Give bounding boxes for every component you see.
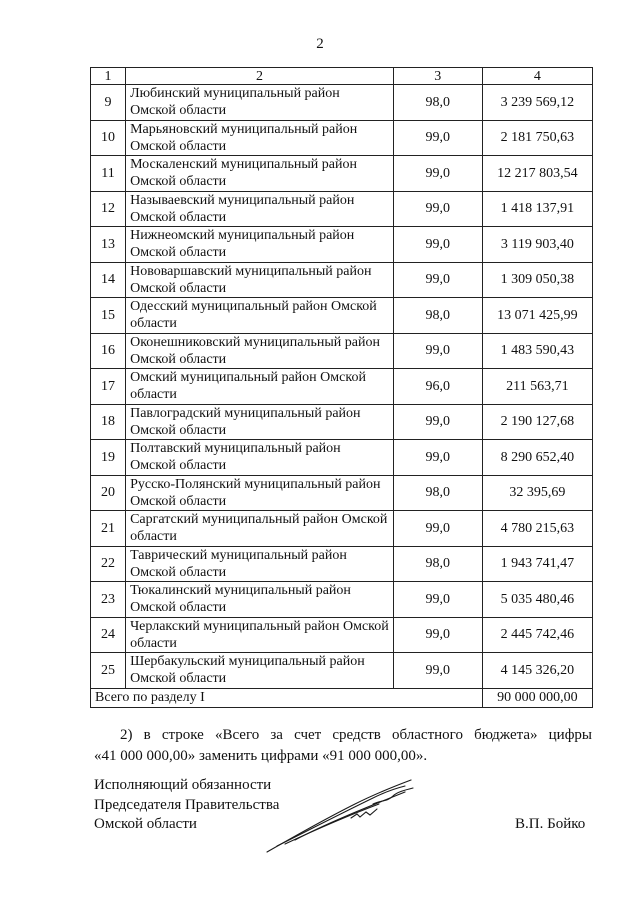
table-row bbox=[91, 191, 593, 227]
district-name-cell: Тюкалинский муниципальный район Омской области bbox=[126, 582, 394, 618]
row-number-cell: 17 bbox=[91, 369, 126, 405]
table-row bbox=[91, 440, 593, 476]
district-name-cell: Нововаршавский муниципальный район Омской области bbox=[126, 262, 394, 298]
percent-cell: 99,0 bbox=[393, 333, 482, 369]
table-row bbox=[91, 582, 593, 618]
row-number-cell: 12 bbox=[91, 191, 126, 227]
table-total-row bbox=[91, 688, 593, 707]
row-number-cell: 15 bbox=[91, 298, 126, 334]
table-row bbox=[91, 653, 593, 689]
row-number-cell: 23 bbox=[91, 582, 126, 618]
district-name-cell: Называевский муниципальный район Омской области bbox=[126, 191, 394, 227]
district-name-cell: Любинский муниципальный район Омской области bbox=[126, 85, 394, 121]
row-number-cell: 14 bbox=[91, 262, 126, 298]
percent-cell: 96,0 bbox=[393, 369, 482, 405]
district-name-cell: Марьяновский муниципальный район Омской области bbox=[126, 120, 394, 156]
amendment-paragraph bbox=[94, 725, 592, 767]
percent-cell: 99,0 bbox=[393, 404, 482, 440]
total-label: Всего по разделу I bbox=[91, 688, 483, 707]
row-number-cell: 22 bbox=[91, 546, 126, 582]
signer-title-line: Омской области bbox=[94, 816, 197, 832]
percent-cell: 99,0 bbox=[393, 511, 482, 547]
table-row bbox=[91, 227, 593, 263]
district-name-cell: Таврический муниципальный район Омской области bbox=[126, 546, 394, 582]
percent-cell: 99,0 bbox=[393, 156, 482, 192]
amount-cell: 1 418 137,91 bbox=[482, 191, 592, 227]
district-name-cell: Одесский муниципальный район Омской области bbox=[126, 298, 394, 334]
amount-cell: 4 780 215,63 bbox=[482, 511, 592, 547]
percent-cell: 99,0 bbox=[393, 617, 482, 653]
table-row bbox=[91, 404, 593, 440]
total-amount: 90 000 000,00 bbox=[482, 688, 592, 707]
percent-cell: 99,0 bbox=[393, 582, 482, 618]
row-number-cell: 25 bbox=[91, 653, 126, 689]
header-col-4: 4 bbox=[482, 68, 592, 85]
row-number-cell: 9 bbox=[91, 85, 126, 121]
district-name-cell: Омский муниципальный район Омской области bbox=[126, 369, 394, 405]
amount-cell: 2 190 127,68 bbox=[482, 404, 592, 440]
amount-cell: 13 071 425,99 bbox=[482, 298, 592, 334]
header-col-1: 1 bbox=[91, 68, 126, 85]
district-name-cell: Полтавский муниципальный район Омской области bbox=[126, 440, 394, 476]
percent-cell: 98,0 bbox=[393, 546, 482, 582]
table-row bbox=[91, 546, 593, 582]
budget-table-body bbox=[91, 68, 593, 708]
amount-cell: 12 217 803,54 bbox=[482, 156, 592, 192]
amendment-line-2: «41 000 000,00» заменить цифрами «91 000 000,00». bbox=[94, 748, 428, 764]
district-name-cell: Москаленский муниципальный район Омской области bbox=[126, 156, 394, 192]
row-number-cell: 13 bbox=[91, 227, 126, 263]
table-row bbox=[91, 617, 593, 653]
table-row bbox=[91, 262, 593, 298]
table-header-row bbox=[91, 68, 593, 85]
row-number-cell: 18 bbox=[91, 404, 126, 440]
amount-cell: 211 563,71 bbox=[482, 369, 592, 405]
percent-cell: 98,0 bbox=[393, 475, 482, 511]
percent-cell: 99,0 bbox=[393, 653, 482, 689]
percent-cell: 99,0 bbox=[393, 262, 482, 298]
district-name-cell: Шербакульский муниципальный район Омской области bbox=[126, 653, 394, 689]
handwritten-signature bbox=[255, 774, 425, 864]
budget-table bbox=[90, 67, 593, 708]
amount-cell: 1 309 050,38 bbox=[482, 262, 592, 298]
amount-cell: 8 290 652,40 bbox=[482, 440, 592, 476]
percent-cell: 99,0 bbox=[393, 191, 482, 227]
row-number-cell: 21 bbox=[91, 511, 126, 547]
district-name-cell: Оконешниковский муниципальный район Омской области bbox=[126, 333, 394, 369]
table-row bbox=[91, 156, 593, 192]
district-name-cell: Нижнеомский муниципальный район Омской области bbox=[126, 227, 394, 263]
row-number-cell: 11 bbox=[91, 156, 126, 192]
percent-cell: 99,0 bbox=[393, 227, 482, 263]
district-name-cell: Саргатский муниципальный район Омской области bbox=[126, 511, 394, 547]
row-number-cell: 16 bbox=[91, 333, 126, 369]
amount-cell: 2 181 750,63 bbox=[482, 120, 592, 156]
table-row bbox=[91, 333, 593, 369]
table-row bbox=[91, 475, 593, 511]
signer-title bbox=[94, 776, 279, 835]
amount-cell: 4 145 326,20 bbox=[482, 653, 592, 689]
table-row bbox=[91, 298, 593, 334]
page-number: 2 bbox=[316, 36, 324, 52]
header-col-3: 3 bbox=[393, 68, 482, 85]
table-row bbox=[91, 369, 593, 405]
signer-title-line: Председателя Правительства bbox=[94, 796, 280, 813]
percent-cell: 99,0 bbox=[393, 120, 482, 156]
header-col-2: 2 bbox=[126, 68, 394, 85]
district-name-cell: Павлоградский муниципальный район Омской области bbox=[126, 404, 394, 440]
amount-cell: 3 239 569,12 bbox=[482, 85, 592, 121]
amendment-line-1: 2) в строке «Всего за счет средств областного бюджета» цифры bbox=[120, 727, 592, 743]
row-number-cell: 24 bbox=[91, 617, 126, 653]
amount-cell: 5 035 480,46 bbox=[482, 582, 592, 618]
table-row bbox=[91, 511, 593, 547]
percent-cell: 99,0 bbox=[393, 440, 482, 476]
percent-cell: 98,0 bbox=[393, 298, 482, 334]
amount-cell: 1 943 741,47 bbox=[482, 546, 592, 582]
signer-title-line: Исполняющий обязанности bbox=[94, 777, 272, 793]
row-number-cell: 19 bbox=[91, 440, 126, 476]
row-number-cell: 20 bbox=[91, 475, 126, 511]
amount-cell: 2 445 742,46 bbox=[482, 617, 592, 653]
table-row bbox=[91, 85, 593, 121]
amount-cell: 32 395,69 bbox=[482, 475, 592, 511]
row-number-cell: 10 bbox=[91, 120, 126, 156]
signer-name: В.П. Бойко bbox=[515, 816, 586, 832]
percent-cell: 98,0 bbox=[393, 85, 482, 121]
district-name-cell: Черлакский муниципальный район Омской области bbox=[126, 617, 394, 653]
district-name-cell: Русско-Полянский муниципальный район Омской области bbox=[126, 475, 394, 511]
table-row bbox=[91, 120, 593, 156]
amount-cell: 1 483 590,43 bbox=[482, 333, 592, 369]
amount-cell: 3 119 903,40 bbox=[482, 227, 592, 263]
